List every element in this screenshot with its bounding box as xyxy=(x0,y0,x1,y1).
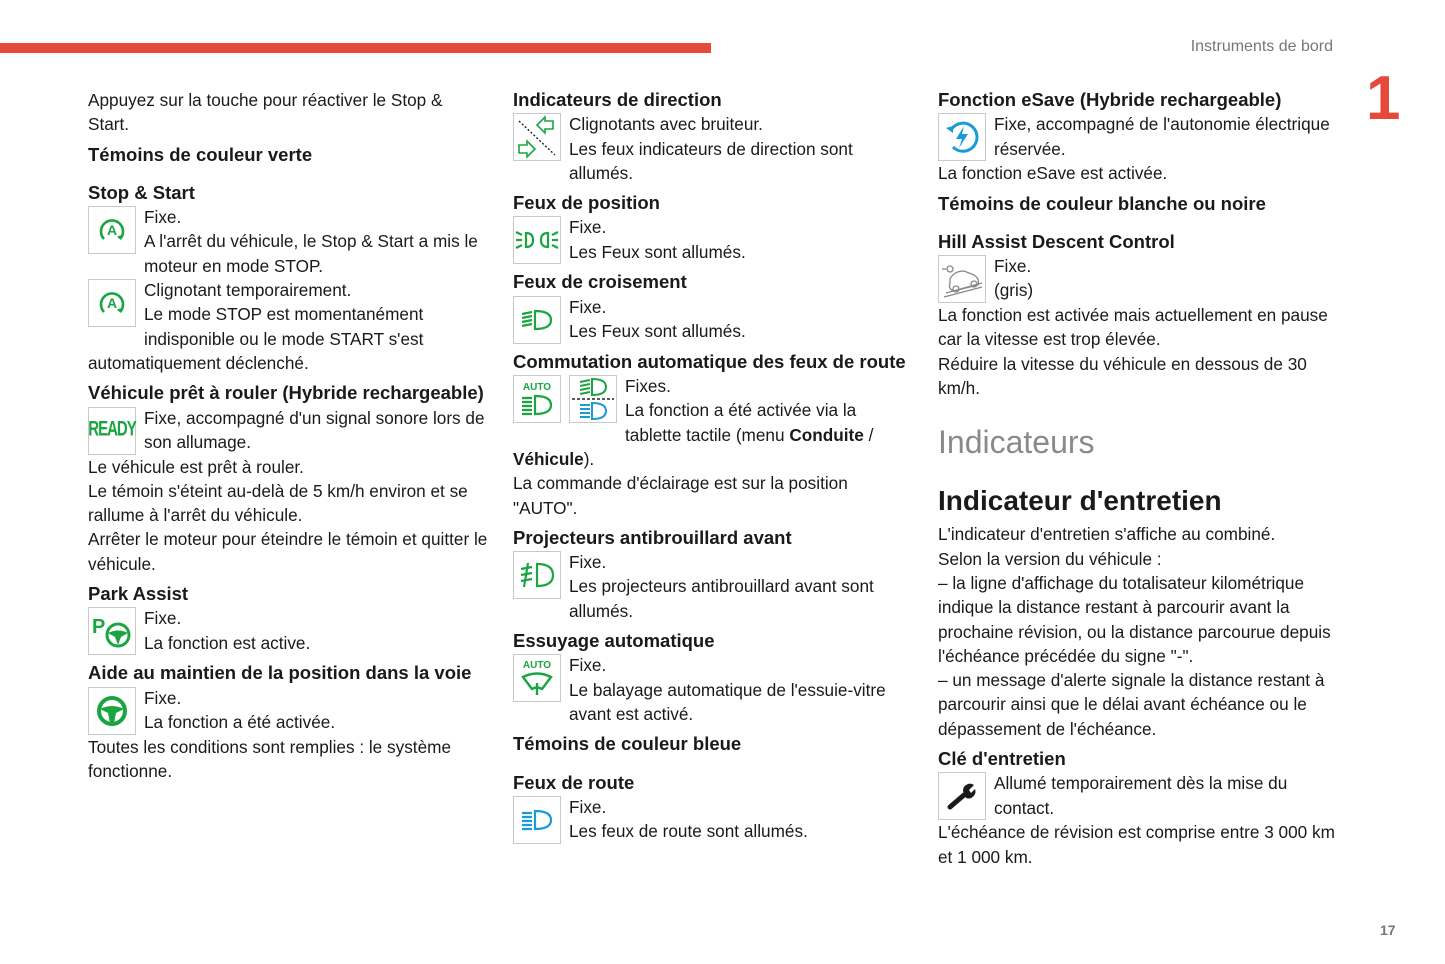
esave-block: Fixe, accompagné de l'autonomie électrique réservée. xyxy=(938,112,1338,161)
low-beam-title: Feux de croisement xyxy=(513,271,687,293)
wrench-icon xyxy=(938,772,986,820)
turn-signal-icon xyxy=(513,113,561,161)
service-key-block: Allumé temporairement dès la mise du contact. xyxy=(938,771,1338,820)
position-lights-block: Fixe. Les Feux sont allumés. xyxy=(513,215,913,264)
low-beam-block: Fixe. Les Feux sont allumés. xyxy=(513,295,913,344)
maintenance-indicator-title: Indicateur d'entretien xyxy=(938,485,1222,517)
stop-start-icon xyxy=(88,279,136,327)
stop-start-blinking: A Clignotant temporairement. Le mode STOP est momentanément indisponible ou le mode START s'est automatiquement déclenché. xyxy=(88,280,424,373)
chapter-number: 1 xyxy=(1366,64,1401,133)
intro-text: Appuyez sur la touche pour réactiver le Stop & Start. xyxy=(88,90,443,135)
park-assist-title: Park Assist xyxy=(88,583,189,605)
ready-block: READY Fixe, accompagné d'un signal sonore lors de son allumage. Le véhicule est prêt à rouler. Le témoin s'éteint au-delà de 5 km/h environ et se rallume à l'arrêt du véhicule. Arrêter le moteur pour éteindre le témoin et quitter le véhicule. xyxy=(88,407,488,574)
list-item: – la ligne d'affichage du totalisateur kilométrique indique la distance restant à parcourir avant la prochaine révision, ou la distance parcourue depuis l'échéance précédée du signe "-". xyxy=(938,572,1331,666)
front-fog-icon xyxy=(513,551,561,599)
hadc-block: Fixe. (gris) xyxy=(938,254,1338,303)
service-key-title: Clé d'entretien xyxy=(938,748,1066,770)
high-beam-block: Fixe. Les feux de route sont allumés. xyxy=(513,795,913,844)
column-3: Fonction eSave (Hybride rechargeable) Fixe, accompagné de l'autonomie électrique réservée. La fonction eSave est activée. Témoins de couleur blanche ou noire Hill Assist Descent Control Fixe. (gris) La fonction est activée mais actuellement en pause car la vitesse est trop élevée. Réduire la vitesse du véhicule en dessous de 30 km/h. Indicateurs Indicateur d'entretien L'indicateur d'entretien s'affiche au combiné. Selon la version du véhicule : – la ligne d'affichage du totalisateur kilométrique indique la distance restant à parcourir avant la prochaine révision, ou la distance parcourue depuis l'échéance précédée du signe "-". – un message d'alerte signale la distance restant à parcourir ainsi que le délai avant échéance ou le dépassement de l'échéance. Clé d'entretien Allumé temporairement dès la mise du contact. L'échéance de révision est comprise entre 3 000 km et 1 000 km. xyxy=(938,88,1338,869)
auto-high-beam-title: Commutation automatique des feux de route xyxy=(513,350,906,372)
ready-title: Véhicule prêt à rouler (Hybride rechargeable) xyxy=(88,382,484,404)
front-fog-title: Projecteurs antibrouillard avant xyxy=(513,526,792,548)
auto-wiper-icon: AUTO xyxy=(513,654,561,702)
direction-title: Indicateurs de direction xyxy=(513,89,722,110)
column-1: Appuyez sur la touche pour réactiver le Stop & Start. Témoins de couleur verte Stop & Start A Fixe. A l'arrêt du véhicule, le Stop & Start a mis le moteur en mode STOP. A Clignotant temporairement. Le mode STOP est momentanément indisponible ou le mode START s'est automatiquement déclenché. Véhicule prêt à rouler (Hybride rechargeable) READY Fixe, accompagné d'un signal sonore lors de son allumage. Le véhicule est prêt à rouler. Le témoin s'éteint au-delà de 5 km/h environ et se rallume à l'arrêt du véhicule. Arrêter le moteur pour éteindre le témoin et quitter le véhicule. Park Assist P Fixe. La fonction est active. Aide au maintien de la position dans la voie Fixe. La fonction a été activée. Toutes les conditions sont remplies : le système fonctionne. xyxy=(88,90,488,781)
park-assist-block: P Fixe. La fonction est active. xyxy=(88,606,488,655)
position-lights-title: Feux de position xyxy=(513,192,660,214)
low-beam-icon xyxy=(513,296,561,344)
esave-icon xyxy=(938,113,986,161)
high-low-beam-switch-icon xyxy=(569,375,617,423)
steering-wheel-icon xyxy=(88,687,136,735)
hill-descent-icon xyxy=(938,255,986,303)
lane-keep-title: Aide au maintien de la position dans la voie xyxy=(88,662,472,684)
esave-title: Fonction eSave (Hybride rechargeable) xyxy=(938,89,1282,110)
direction-block: Clignotants avec bruiteur. Les feux indicateurs de direction sont allumés. xyxy=(513,112,913,185)
lane-keep-block: Fixe. La fonction a été activée. xyxy=(88,686,488,735)
auto-wiping-block: AUTO Fixe. Le balayage automatique de l'essuie-vitre avant est activé. xyxy=(513,653,913,726)
ready-icon: READY xyxy=(88,407,136,455)
auto-high-beam-block: AUTO Fixes. La fonction a été activée via la tablette tactile (menu Conduite / Véhicule). La commande d'éclairage est sur la position "AUTO". xyxy=(513,376,874,518)
front-fog-block: Fixe. Les projecteurs antibrouillard avant sont allumés. xyxy=(513,550,913,623)
auto-wiping-title: Essuyage automatique xyxy=(513,630,715,652)
stop-start-title: Stop & Start xyxy=(88,181,195,203)
position-lights-icon xyxy=(513,216,561,264)
stop-start-icon xyxy=(88,206,136,254)
svg-text:A: A xyxy=(106,222,118,239)
svg-text:A: A xyxy=(106,295,118,312)
park-assist-icon xyxy=(88,607,136,655)
running-head: Instruments de bord xyxy=(1190,38,1333,55)
list-item: – un message d'alerte signale la distance restant à parcourir ainsi que le délai avant échéance ou le dépassement de l'échéance. xyxy=(938,670,1325,739)
auto-lights-icon: AUTO xyxy=(513,375,561,423)
high-beam-title: Feux de route xyxy=(513,771,635,793)
page-number: 17 xyxy=(1380,922,1396,938)
blue-indicators-title: Témoins de couleur bleue xyxy=(513,733,742,755)
header-accent-bar xyxy=(0,43,711,53)
white-indicators-title: Témoins de couleur blanche ou noire xyxy=(938,192,1266,214)
stop-start-fixed: A Fixe. A l'arrêt du véhicule, le Stop & Start a mis le moteur en mode STOP. xyxy=(88,205,488,278)
green-indicators-title: Témoins de couleur verte xyxy=(88,143,313,165)
hadc-title: Hill Assist Descent Control xyxy=(938,230,1175,252)
column-2 xyxy=(513,88,913,844)
high-beam-icon xyxy=(513,796,561,844)
svg-text:P: P xyxy=(92,616,106,639)
section-title: Indicateurs xyxy=(938,424,1095,461)
